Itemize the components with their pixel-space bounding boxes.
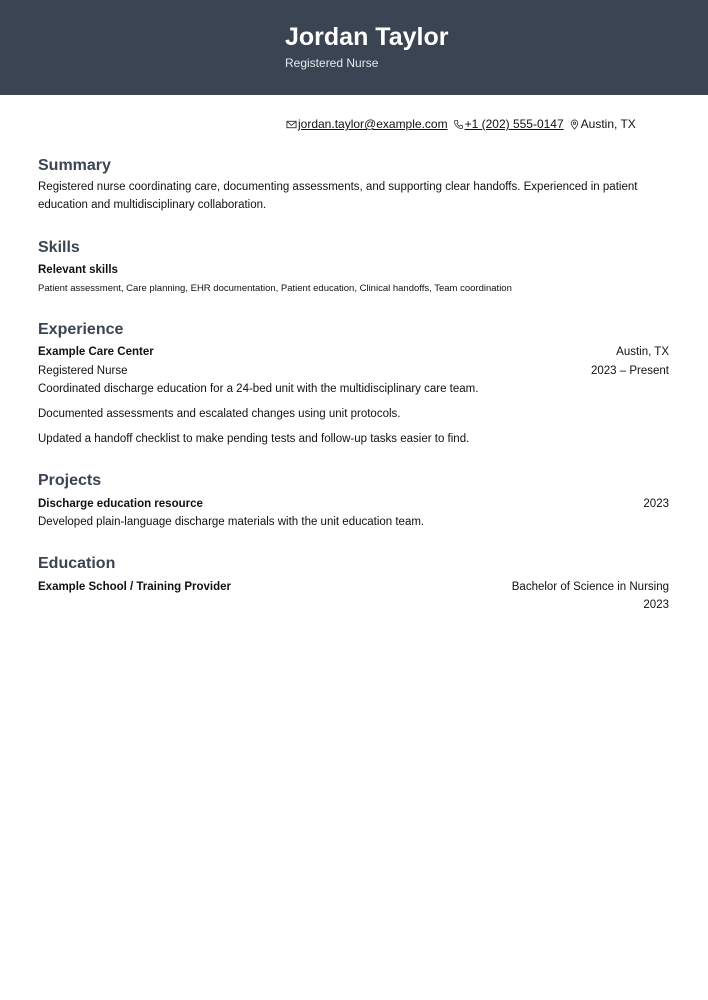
experience-position: Registered Nurse [38,365,128,377]
experience-location: Austin, TX [616,346,669,358]
location-pin-icon [569,119,580,130]
contact-email [286,116,448,132]
contact-bar [286,116,641,132]
project-description: Developed plain-language discharge materials with the unit education team. [38,516,425,528]
education-school: Example School / Training Provider [38,581,231,593]
contact-phone [453,116,564,132]
experience-bullet: Documented assessments and escalated changes using unit protocols. [38,408,401,420]
project-year: 2023 [643,498,669,510]
mail-icon [286,119,297,130]
summary-heading: Summary [38,157,111,174]
education-degree: Bachelor of Science in Nursing [511,581,669,593]
contact-location [569,116,636,132]
experience-heading: Experience [38,321,124,338]
candidate-role: Registered Nurse [285,56,379,70]
candidate-name: Jordan Taylor [285,23,449,51]
skills-list: Patient assessment, Care planning, EHR documentation, Patient education, Clinical handoffs, Team coordination [38,283,512,294]
education-year: 2023 [643,599,669,611]
phone-link[interactable]: +1 (202) 555-0147 [464,117,564,131]
experience-employer: Example Care Center [38,346,154,358]
email-link[interactable]: jordan.taylor@example.com [298,117,448,131]
skills-heading: Skills [38,239,80,256]
header-banner [0,0,708,95]
experience-dates: 2023 – Present [590,365,669,377]
education-heading: Education [38,555,116,572]
experience-bullet: Updated a handoff checklist to make pending tests and follow-up tasks easier to find. [38,433,470,445]
location-text: Austin, TX [580,117,636,131]
experience-bullet: Coordinated discharge education for a 24-bed unit with the multidisciplinary care team. [38,383,479,395]
summary-text: Registered nurse coordinating care, documenting assessments, and supporting clear handoffs. Experienced in patient education and multidisciplinary collaboration. [38,181,638,211]
project-name: Discharge education resource [38,498,203,510]
skills-group-label: Relevant skills [38,264,118,276]
projects-heading: Projects [38,472,102,489]
phone-icon [453,119,464,130]
